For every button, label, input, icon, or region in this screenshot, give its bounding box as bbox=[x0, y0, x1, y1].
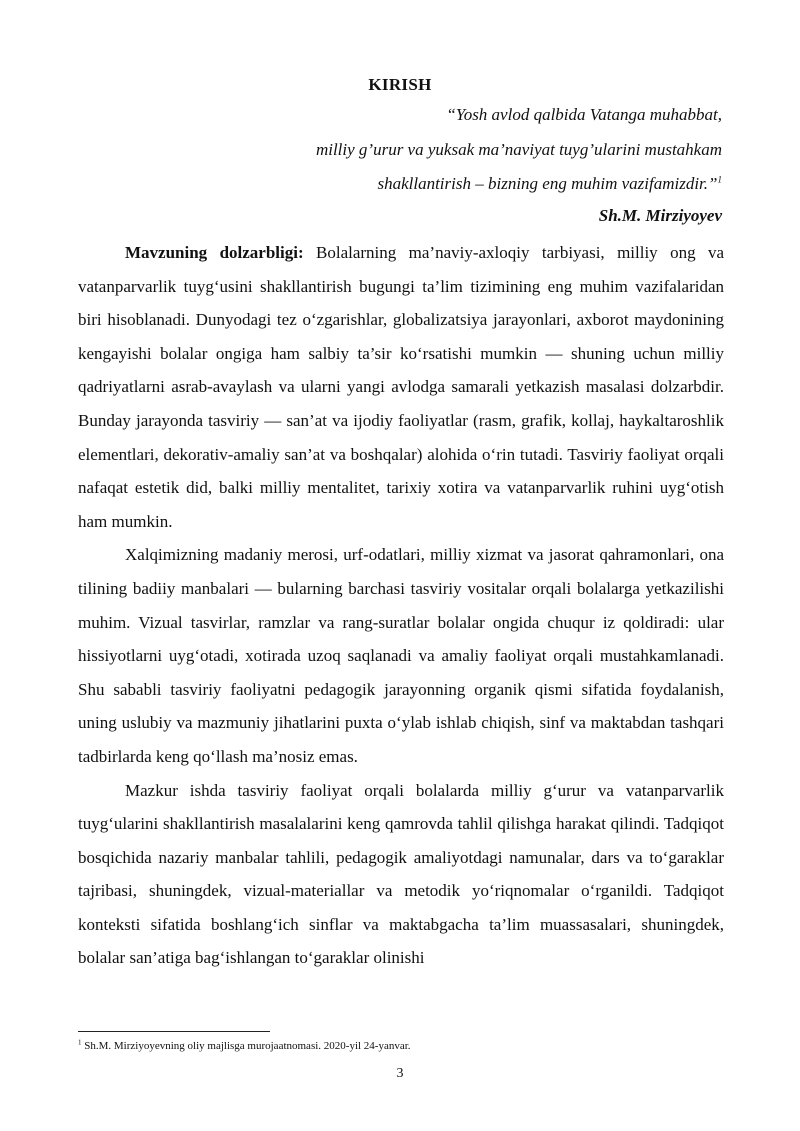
page-number: 3 bbox=[396, 1066, 404, 1081]
epigraph-line-1: “Yosh avlod qalbida Vatanga muhabbat, bbox=[446, 105, 722, 124]
epigraph-line-3-text: shakllantirish – bizning eng muhim vazifamizdir.” bbox=[377, 174, 718, 193]
epigraph-author: Sh.M. Mirziyoyev bbox=[598, 206, 722, 225]
paragraph-lead: Mavzuning dolzarbligi: bbox=[125, 243, 304, 262]
footnote-mark: 1 bbox=[78, 1038, 82, 1047]
paragraph-relevance bbox=[78, 236, 724, 538]
footnote bbox=[78, 1040, 411, 1052]
paragraph-research: Mazkur ishda tasviriy faoliyat orqali bolalarda milliy g‘urur va vatanparvarlik tuyg‘ularini shakllantirish masalalarini keng qamrovda tahlil qilishga harakat qilindi. Tadqiqot bosqichida nazariy manbalar tahlili, pedagogik amaliyotdagi namunalar, dars va to‘garaklar tajribasi, shuningdek, vizual-materiallar va metodik yo‘riqnomalar o‘rganildi. Tadqiqot konteksti sifatida boshlang‘ich sinflar va maktabgacha ta’lim muassasalari, shuningdek, bolalar san’atiga bag‘ishlangan to‘garaklar olinishi bbox=[78, 780, 724, 968]
footnote-reference[interactable]: 1 bbox=[717, 174, 722, 185]
page-title: KIRISH bbox=[368, 75, 432, 94]
paragraph-text: Bolalarning ma’naviy-axloqiy tarbiyasi, milliy ong va vatanparvarlik tuyg‘usini shakllantirish bugungi ta’lim tizimining eng muhim vazifalaridan biri hisoblanadi. Dunyodagi tez o‘zgarishlar, globalizatsiya jarayonlari, axborot maydonining kengayishi bolalar ongiga ham salbiy ta’sir ko‘rsatishi mumkin — shuning uchun milliy qadriyatlarni asrab-avaylash va ularni yangi avlodga samarali yetkazish masalasi dolzarbdir. Bunday jarayonda tasviriy — san’at va ijodiy faoliyatlar (rasm, grafik, kollaj, haykaltaroshlik elementlari, dekorativ-amaliy san’at va boshqalar) alohida o‘rin tutadi. Tasviriy faoliyat orqali nafaqat estetik did, balki milliy mentalitet, tarixiy xotira va vatanparvarlik ruhini uyg‘otish ham mumkin. bbox=[78, 243, 725, 531]
epigraph-line-3 bbox=[377, 174, 722, 194]
body-text bbox=[78, 236, 724, 975]
paragraph-heritage: Xalqimizning madaniy merosi, urf-odatlari, milliy xizmat va jasorat qahramonlari, ona tilining badiiy manbalari — bularning barchasi tasviriy vositalar orqali bolalarga yetkazilishi muhim. Vizual tasvirlar, ramzlar va rang-suratlar bolalar ongida chuqur iz qoldiradi: ular hissiyotlarni uyg‘otadi, xotirada uzoq saqlanadi va amaliy faoliyat orqali mustahkamlanadi. Shu sababli tasviriy faoliyatni pedagogik jarayonning organik qismi sifatida foydalanish, uning uslubiy va mazmuniy jihatlarini puxta o‘ylab ishlab chiqish, sinf va maktabdan tashqari tadbirlarda keng qo‘llash ma’nosiz emas. bbox=[78, 545, 724, 766]
footnote-divider bbox=[78, 1031, 270, 1032]
footnote-text: Sh.M. Mirziyoyevning oliy majlisga murojaatnomasi. 2020-yil 24-yanvar. bbox=[81, 1040, 411, 1052]
epigraph-line-2: milliy g’urur va yuksak ma’naviyat tuyg’ularini mustahkam bbox=[315, 140, 722, 159]
